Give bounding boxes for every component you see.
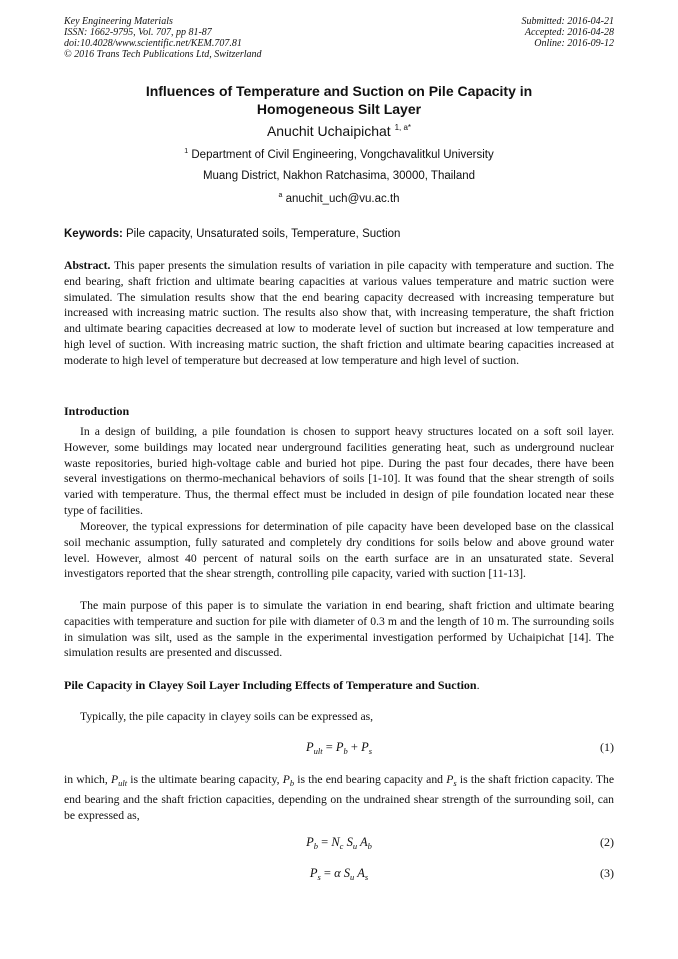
abstract (64, 258, 614, 369)
equation-3-body: $P_s = \alpha$ $S_u$ $A_s$ (309, 866, 369, 882)
p2-text-d: is the shaft friction capacity. The end bearing and the shaft friction capacities, depending on the undrained shear strength of the surrounding soil, can be expressed as, (64, 773, 615, 822)
affiliation-mark: 1 (184, 148, 189, 155)
author-line (64, 123, 614, 139)
equation-1-number: (1) (600, 740, 614, 754)
intro-paragraph-1: In a design of building, a pile foundation is chosen to support heavy structures located on a soft soil layer. However, some buildings may located near underground facilities generating heat, such as underground nuclear waste repositories, buried high-voltage cable and buried hot pipe. During the past four decades, there have been several investigations on thermo-mechanical behaviors of soils [1-10]. It was found that the shear strength of soils varied with temperature. Thus, the thermal effect must be included in design of pile foundation located near these type of facilities. (64, 425, 614, 517)
equation-3-number: (3) (600, 866, 614, 880)
author-email: anuchit_uch@vu.ac.th (285, 193, 400, 205)
equation-1 (64, 740, 614, 758)
paper-title (64, 82, 614, 118)
journal-info (64, 16, 262, 60)
accepted-date: Accepted: 2016-04-28 (524, 27, 614, 38)
p2-text-c: is the end bearing capacity and (297, 773, 444, 786)
keywords (64, 228, 614, 240)
abstract-label: Abstract. (64, 259, 111, 272)
introduction-heading: Introduction (64, 404, 130, 418)
affiliation-line-2: Muang District, Nakhon Ratchasima, 30000, Thailand (202, 170, 476, 182)
author-marks: 1, a* (394, 123, 412, 132)
p2-text-b: is the ultimate bearing capacity, (130, 773, 280, 786)
equation-3 (64, 866, 614, 884)
author-name: Anuchit Uchaipichat (266, 123, 391, 139)
section-paragraph-2: in which, $P_{ult}$ is the ultimate bearing capacity, $P_b$ is the end bearing capacity and $P_s$ is the shaft friction capacity. The end bearing and the shaft friction capacities, depending on the undrained shear strength of the surrounding soil, can be expressed as, (64, 773, 615, 822)
section-paragraph-1: Typically, the pile capacity in clayey soils can be expressed as, (80, 710, 374, 723)
p2-text-a: in which, (64, 773, 108, 786)
equation-2-body: $P_b = N_c$ $S_u$ $A_b$ (306, 835, 372, 851)
title-line-2: Homogeneous Silt Layer (256, 101, 422, 117)
abstract-text: This paper presents the simulation results of variation in pile capacity with temperature and suction. The end bearing, shaft friction and ultimate bearing capacities at various values temperature and matric suction were simulated. The simulation results show that the end bearing capacity decreased with increasing temperature but increased with increasing matric suction. The results also show that, with increasing temperature, the shaft friction and ultimate bearing capacities decreased at low to moderate level of suction but increased at low temperature and high level of suction. With increasing matric suction, the shaft friction and ultimate bearing capacities increased at moderate to high level of temperature but decreased at low temperature and high level of suction. (64, 259, 614, 367)
copyright: © 2016 Trans Tech Publications Ltd, Switzerland (64, 49, 262, 60)
doi: doi:10.4028/www.scientific.net/KEM.707.81 (64, 38, 242, 49)
equation-2-number: (2) (600, 835, 614, 849)
section-heading-text: Pile Capacity in Clayey Soil Layer Including Effects of Temperature and Suction (64, 678, 477, 692)
affiliation-department: Department of Civil Engineering, Vongchavalitkul University (191, 149, 494, 161)
keywords-label: Keywords: (64, 228, 123, 240)
title-line-1: Influences of Temperature and Suction on Pile Capacity in (145, 83, 533, 99)
section-heading-period: . (476, 678, 480, 692)
publication-dates (522, 16, 615, 49)
online-date: Online: 2016-09-12 (534, 38, 614, 49)
equation-1-body: $P_{ult} = P_b + P_s$ (305, 740, 373, 756)
equation-2 (64, 835, 614, 853)
keywords-text: Pile capacity, Unsaturated soils, Temperature, Suction (126, 228, 401, 240)
intro-paragraph-2: Moreover, the typical expressions for determination of pile capacity have been developed base on the classical soil mechanic assumption, fully saturated and completely dry conditions for soils below and above ground water level. However, almost 40 percent of natural soils on the earth surface are in an unsaturated state. Several investigators reported that the shear strength, controlling pile capacity, varied with suction [11-13]. (64, 520, 614, 581)
section-pile-capacity-heading (64, 678, 480, 693)
intro-paragraph-3: The main purpose of this paper is to simulate the variation in end bearing, shaft friction and ultimate bearing capacities with temperature and suction for pile with diameter of 0.3 m and the length of 10 m. The surrounding soils in simulation was silt, used as the sample in the experimental investigation performed by Uchaipichat [14]. The simulation results are presented and discussed. (64, 599, 614, 660)
affiliation-email-line (64, 192, 614, 205)
email-mark: a (278, 192, 283, 199)
affiliation-line-1 (64, 148, 614, 161)
issn: ISSN: 1662-9795, Vol. 707, pp 81-87 (64, 27, 212, 38)
submitted-date: Submitted: 2016-04-21 (521, 16, 614, 27)
journal-name: Key Engineering Materials (64, 16, 173, 27)
